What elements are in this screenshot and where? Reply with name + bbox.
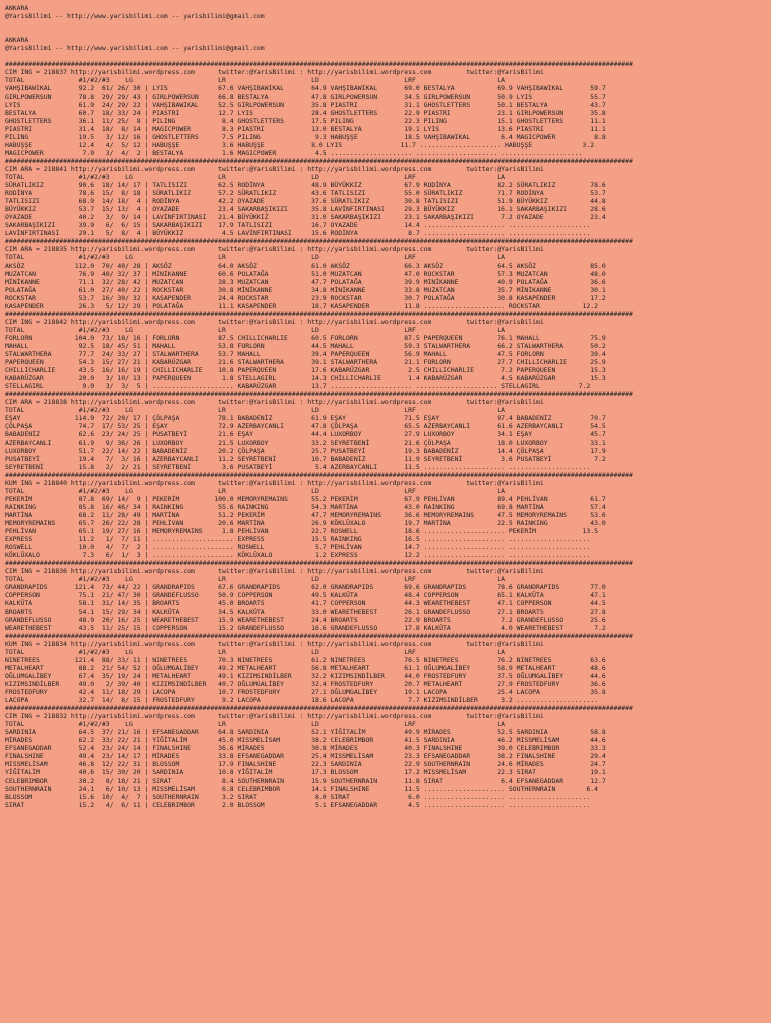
result-row: FORLORN 104.0 73/ 18/ 16 | FORLORN 87.5 CHILLICHARLIE 60.5 FORLORN 87.5 PAPERQUEEN 76.1 MAHALL 75.9 <box>5 333 606 342</box>
column-header: TOTAL #1/#2/#3 LG LR LD LRF LA <box>5 720 505 729</box>
result-row: FINALSHINE 49.4 23/ 14/ 17 | MİRADES 33.8 EFSANEGADDAR 25.4 MISSMELİSAM 23.3 EFSANEGADDAR 38.2 FINALSHINE 29.4 <box>5 752 606 761</box>
result-row: RODİNYA 78.6 15/ 8/ 18 | SÜRATLIKIZ 57.2 SÜRATLIKIZ 43.6 TATLISIZI 55.0 SÜRATLIKIZ 71.7 RODİNYA 53.7 <box>5 189 606 198</box>
result-row: HABUŞŞE 12.4 4/ 5/ 12 | HABUŞŞE 3.6 HABUŞŞE 8.0 LYIS 11.7 ..................... HABUŞŞE 3.2 <box>5 140 595 149</box>
result-row: RAINKING 85.8 16/ 46/ 34 | RAINKING 55.6 RAINKING 54.3 MARTİNA 43.0 RAINKING 69.8 MARTİNA 57.4 <box>5 502 606 511</box>
result-row: TATLISIZI 68.9 14/ 18/ 4 | RODİNYA 42.2 OYAZADE 37.6 SÜRATLIKIZ 30.8 TATLISIZI 51.9 BÜYÜKKIZ 44.8 <box>5 197 606 206</box>
column-header: TOTAL #1/#2/#3 LG LR LD LRF LA <box>5 76 505 85</box>
result-row: STALWARTHERA 77.7 24/ 33/ 27 | STALWARTHERA 53.7 MAHALL 39.4 PAPERQUEEN 56.9 MAHALL 47.5 FORLORN 39.4 <box>5 350 606 359</box>
result-row: MUZATCAN 76.9 40/ 32/ 37 | MİNİKANNE 60.6 POLATAĞA 51.0 MUZATCAN 47.0 ROCKSTAR 57.3 MUZATCAN 48.0 <box>5 269 606 278</box>
separator-line: ################################################################################################################################################################## <box>5 559 633 568</box>
race-header: CIM ING = 218837 http://yarisbilimi.wordpress.com twitter:@YarisBilimi : http://yarisbilimi.wordpress.com twitter:@YarisBilimi <box>5 68 544 77</box>
result-row: WEARETHEBEST 43.5 11/ 25/ 15 | COPPERSON 15.2 GRANDEFLUSSO 16.6 GRANDEFLUSSO 17.8 KALKÜTA 4.0 WEARETHEBEST 7.2 <box>5 623 606 632</box>
result-row: PAPERQUEEN 54.3 15/ 27/ 21 | KABARÜZGAR 21.6 STALWARTHERA 39.1 STALWARTHERA 21.1 FORLORN 27.7 CHILLICHARLIE 25.9 <box>5 358 606 367</box>
result-row: ROSWELL 10.0 4/ 7/ 2 | ..................... ROSWELL 5.7 PEHLİVAN 14.7 ..................... ..................... <box>5 543 591 552</box>
result-row: KASAPENDER 26.3 5/ 12/ 29 | POLATAĞA 11.1 KASAPENDER 18.7 KASAPENDER 11.8 ..................... ROCKSTAR 12.2 <box>5 301 598 310</box>
result-row: BLOSSOM 15.6 10/ 4/ 7 | SOUTHERNRAIN 3.2 SIRAT 8.0 SIRAT 6.0 ..................... ..................... <box>5 792 591 801</box>
result-row: METALHEART 88.2 21/ 54/ 52 | OĞLUMGALİBEY 49.2 METALHEART 56.8 METALHEART 61.1 OĞLUMGALİBEY 58.9 METALHEART 48.6 <box>5 663 606 672</box>
result-row: FROSTEDFURY 42.4 11/ 18/ 29 | LACOPA 10.7 FROSTEDFURY 27.1 OĞLUMGALİBEY 19.1 LACOPA 25.4 LACOPA 35.8 <box>5 687 606 696</box>
result-row: BROARTS 54.1 15/ 29/ 34 | KALKÜTA 34.5 KALKÜTA 33.0 WEARETHEBEST 26.1 GRANDEFLUSSO 27.1 BROARTS 27.8 <box>5 607 606 616</box>
result-row: LACOPA 32.7 14/ 8/ 15 | FROSTEDFURY 9.2 LACOPA 18.6 LACOPA 7.7 KIZIMSINDİLBER 3.2 ..................... <box>5 696 598 705</box>
result-row: CELEBRIMBOR 30.2 8/ 18/ 21 | SIRAT 8.4 SOUTHERNRAIN 15.9 SOUTHERNRAIN 11.8 SIRAT 6.4 EFSANEGADDAR 12.7 <box>5 776 606 785</box>
contact-line: @YarisBilimi -- http://www.yarisbilimi.com -- yarisbilimi@gmail.com <box>5 12 265 21</box>
result-row: COPPERSON 75.1 21/ 47/ 30 | GRANDEFLUSSO 50.9 COPPERSON 49.5 KALKÜTA 48.4 COPPERSON 65.1 KALKÜTA 47.1 <box>5 591 606 600</box>
result-row: MİRADES 62.2 33/ 22/ 21 | YİĞİTALİM 45.0 MISSMELİSAM 38.2 CELEBRIMBOR 41.5 SARDINIA 46.2 MISSMELİSAM 44.6 <box>5 736 606 745</box>
race-header: KUM ING = 218834 http://yarisbilimi.wordpress.com twitter:@YarisBilimi : http://yarisbilimi.wordpress.com twitter:@YarisBilimi <box>5 639 544 648</box>
result-row: LAVİNFIRTINASI 29.1 5/ 8/ 4 | BÜYÜKKIZ 4.5 LAVİNFIRTINASI 15.6 RODİNYA 8.7 ..................... ..................... <box>5 229 591 238</box>
result-row: BÜYÜKKIZ 53.7 15/ 13/ 4 | OYAZADE 23.4 SAKARBAŞIKIZI 35.8 LAVİNFIRTINASI 29.3 BÜYÜKKIZ 16.1 SAKARBAŞIKIZI 28.6 <box>5 205 606 214</box>
result-row: POLATAĞA 61.0 27/ 40/ 22 | ROCKSTAR 30.8 MİNİKANNE 34.8 MİNİKANNE 33.8 MUZATCAN 35.7 MİNİKANNE 30.1 <box>5 285 606 294</box>
result-row: NINETREES 121.4 88/ 33/ 11 | NINETREES 70.3 NINETREES 61.2 NINETREES 76.5 NINETREES 76.2 NINETREES 63.6 <box>5 655 606 664</box>
result-row: SEYRETBENİ 15.8 2/ 2/ 21 | SEYRETBENİ 3.6 PUSATBEYİ 5.4 AZERBAYCANLI 11.5 ..................... ..................... <box>5 462 591 471</box>
separator-line: ################################################################################################################################################################## <box>5 390 633 399</box>
city-name: ANKARA <box>5 36 29 45</box>
column-header: TOTAL #1/#2/#3 LG LR LD LRF LA <box>5 325 505 334</box>
result-row: AKSÖZ 112.0 70/ 40/ 28 | AKSÖZ 64.0 AKSÖZ 61.0 AKSÖZ 66.3 AKSÖZ 64.5 AKSÖZ 85.0 <box>5 261 606 270</box>
result-row: ROCKSTAR 53.7 16/ 30/ 32 | KASAPENDER 24.4 ROCKSTAR 23.9 ROCKSTAR 30.7 POLATAĞA 30.8 KASAPENDER 17.2 <box>5 293 606 302</box>
column-header: TOTAL #1/#2/#3 LG LR LD LRF LA <box>5 253 505 262</box>
blank-line <box>5 52 768 60</box>
result-row: EFSANEGADDAR 52.4 23/ 24/ 14 | FINALSHINE 36.6 MİRADES 30.8 MİRADES 40.3 FINALSHINE 39.0 CELEBRIMBOR 33.3 <box>5 744 606 753</box>
result-row: SARDINIA 64.5 37/ 21/ 16 | EFSANEGADDAR 64.8 SARDINIA 52.1 YİĞİTALİM 49.9 MİRADES 52.5 SARDINIA 58.8 <box>5 728 606 737</box>
result-row: EŞAY 114.9 72/ 20/ 17 | ÇÖLPAŞA 78.1 BABADENİZ 61.9 EŞAY 71.5 EŞAY 97.4 BABADENİZ 70.7 <box>5 414 606 423</box>
city-name: ANKARA <box>5 4 29 12</box>
result-row: VAHŞIBAWIKAL 92.2 61/ 26/ 30 | LYIS 67.6 VAHŞIBAWIKAL 64.9 VAHŞIBAWIKAL 69.0 BESTALYA 69.9 VAHŞIBAWIKAL 59.7 <box>5 84 606 93</box>
result-row: OĞLUMGALİBEY 67.4 35/ 19/ 24 | METALHEART 49.1 KIZIMSINDİLBER 32.2 KIZIMSINDİLBER 44.0 FROSTEDFURY 37.5 OĞLUMGALİBEY 44.6 <box>5 671 606 680</box>
separator-line: ################################################################################################################################################################## <box>5 470 633 479</box>
column-header: TOTAL #1/#2/#3 LG LR LD LRF LA <box>5 406 505 415</box>
result-row: MAGICPOWER 7.9 3/ 4/ 2 | BESTALYA 1.6 MAGICPOWER 4.5 ..................... ..................... ..................... <box>5 148 583 157</box>
result-row: PIASTRI 31.4 18/ 8/ 14 | MAGICPOWER 8.3 PIASTRI 13.0 BESTALYA 19.1 LYIS 13.6 PIASTRI 11.1 <box>5 124 606 133</box>
result-row: PILING 19.5 3/ 12/ 16 | GHOSTLETTERS 7.5 PILING 9.3 HABUŞŞE 18.5 VAHŞIBAWIKAL 6.4 MAGICPOWER 8.8 <box>5 132 606 141</box>
blank-line <box>5 20 768 28</box>
column-header: TOTAL #1/#2/#3 LG LR LD LRF LA <box>5 647 505 656</box>
race-header: KUM ING = 218840 http://yarisbilimi.wordpress.com twitter:@YarisBilimi : http://yarisbilimi.wordpress.com twitter:@YarisBilimi <box>5 478 544 487</box>
separator-line: ################################################################################################################################################################## <box>5 60 633 69</box>
separator-line: ################################################################################################################################################################## <box>5 237 633 246</box>
result-row: GIRLPOWERSUN 78.8 29/ 29/ 43 | GIRLPOWERSUN 66.8 BESTALYA 47.8 GIRLPOWERSUN 34.5 GIRLPOWERSUN 50.9 LYIS 55.7 <box>5 92 606 101</box>
result-row: BESTALYA 60.7 18/ 33/ 24 | PIASTRI 12.7 LYIS 28.4 GHOSTLETTERS 22.9 PIASTRI 23.1 GIRLPOWERSUN 35.8 <box>5 108 606 117</box>
result-row: AZERBAYCANLI 61.9 9/ 36/ 26 | LUXORBOY 21.5 LUXORBOY 33.2 SEYRETBENİ 21.6 ÇÖLPAŞA 18.0 LUXORBOY 33.1 <box>5 438 606 447</box>
column-header: TOTAL #1/#2/#3 LG LR LD LRF LA <box>5 172 505 181</box>
separator-line: ################################################################################################################################################################## <box>5 156 633 165</box>
contact-line: @YarisBilimi -- http://www.yarisbilimi.com -- yarisbilimi@gmail.com <box>5 44 265 53</box>
result-row: KALKÜTA 58.1 31/ 14/ 35 | BROARTS 45.0 BROARTS 41.7 COPPERSON 44.3 WEARETHEBEST 47.1 COPPERSON 44.5 <box>5 599 606 608</box>
result-row: PEHLİVAN 65.1 19/ 27/ 16 | MEMORYREMAINS 1.8 PEHLİVAN 22.7 ROSWELL 18.6 ..................... PEKERİM 13.5 <box>5 527 598 536</box>
column-header: TOTAL #1/#2/#3 LG LR LD LRF LA <box>5 575 505 584</box>
result-row: PUSATBEYİ 19.4 7/ 3/ 16 | AZERBAYCANLI 11.2 SEYRETBENİ 10.7 BABADENİZ 11.9 SEYRETBENİ 3.6 PUSATBEYİ 7.2 <box>5 454 606 463</box>
result-row: KIZIMSINDİLBER 49.0 2/ 39/ 40 | KIZIMSINDİLBER 40.7 OĞLUMGALİBEY 32.4 FROSTEDFURY 20.7 METALHEART 27.9 FROSTEDFURY 36.6 <box>5 679 606 688</box>
race-header: CIM ARA = 218841 http://yarisbilimi.wordpress.com twitter:@YarisBilimi : http://yarisbilimi.wordpress.com twitter:@YarisBilimi <box>5 164 544 173</box>
result-row: BABADENİZ 62.6 23/ 24/ 25 | PUSATBEYİ 21.6 EŞAY 44.4 LUXORBOY 27.9 LUXORBOY 34.1 EŞAY 45.7 <box>5 430 606 439</box>
separator-line: ################################################################################################################################################################## <box>5 309 633 318</box>
result-row: SOUTHERNRAIN 24.1 6/ 10/ 13 | MISSMELİSAM 6.8 CELEBRIMBOR 14.1 FINALSHINE 11.5 ..................... SOUTHERNRAIN 6.4 <box>5 784 598 793</box>
result-row: ÇÖLPAŞA 74.7 17/ 53/ 25 | EŞAY 72.9 AZERBAYCANLI 47.8 ÇÖLPAŞA 65.5 AZERBAYCANLI 61.6 AZERBAYCANLI 54.5 <box>5 422 606 431</box>
race-header: CIM ING = 218832 http://yarisbilimi.wordpress.com twitter:@YarisBilimi : http://yarisbilimi.wordpress.com twitter:@YarisBilimi <box>5 712 544 721</box>
separator-line: ################################################################################################################################################################## <box>5 704 633 713</box>
result-row: SIRAT 15.2 4/ 6/ 11 | CELEBRIMBOR 2.0 BLOSSOM 5.1 EFSANEGADDAR 4.5 ..................... ..................... <box>5 800 591 809</box>
result-row: PEKERİM 87.8 69/ 14/ 9 | PEKERİM 100.0 MEMORYREMAINS 55.2 PEKERİM 67.9 PEHLİVAN 89.4 PEHLİVAN 61.7 <box>5 494 606 503</box>
result-row: MİNİKANNE 71.1 32/ 28/ 42 | MUZATCAN 38.3 MUZATCAN 47.7 POLATAĞA 39.9 MİNİKANNE 40.9 POLATAĞA 36.6 <box>5 277 606 286</box>
result-row: LYIS 61.9 24/ 29/ 22 | VAHŞIBAWIKAL 52.5 GIRLPOWERSUN 35.8 PIASTRI 31.1 GHOSTLETTERS 50.1 BESTALYA 43.7 <box>5 100 606 109</box>
result-row: KABARÜZGAR 20.0 3/ 10/ 13 | PAPERQUEEN 1.8 STELLAGIRL 14.3 CHILLICHARLIE 1.4 KABARÜZGAR 4.5 KABARÜZGAR 15.3 <box>5 374 606 383</box>
result-row: CHILLICHARLIE 43.5 16/ 16/ 19 | CHILLICHARLIE 10.8 PAPERQUEEN 17.6 KABARÜZGAR 2.5 CHILLICHARLIE 7.2 PAPERQUEEN 15.3 <box>5 366 606 375</box>
result-row: STELLAGIRL 9.0 3/ 3/ 5 | ..................... KABARÜZGAR 13.7 ..................... ..................... STELLAGIRL 7.2 <box>5 382 591 391</box>
result-row: YİĞİTALİM 40.6 15/ 30/ 20 | SARDINIA 10.8 YİĞİTALİM 17.3 BLOSSOM 17.2 MISSMELİSAM 22.3 SIRAT 19.1 <box>5 768 606 777</box>
result-row: GRANDRAPIDS 121.4 73/ 44/ 22 | GRANDRAPIDS 67.6 GRANDRAPIDS 62.0 GRANDRAPIDS 69.6 GRANDRAPIDS 78.6 GRANDRAPIDS 77.0 <box>5 583 606 592</box>
result-row: SÜRATLIKIZ 90.6 18/ 14/ 17 | TATLISIZI 62.5 RODİNYA 48.9 BÜYÜKKIZ 67.9 RODİNYA 82.2 SÜRATLIKIZ 78.6 <box>5 181 606 190</box>
result-row: EXPRESS 11.2 1/ 7/ 11 | ..................... EXPRESS 15.5 RAINKING 16.5 ..................... ..................... <box>5 535 591 544</box>
race-tables <box>5 60 768 808</box>
column-header: TOTAL #1/#2/#3 LG LR LD LRF LA <box>5 486 505 495</box>
result-row: GRANDEFLUSSO 48.9 20/ 16/ 25 | WEARETHEBEST 15.9 WEARETHEBEST 24.4 BROARTS 22.9 BROARTS 7.2 GRANDEFLUSSO 25.6 <box>5 615 606 624</box>
result-row: LUXORBOY 51.7 22/ 14/ 22 | BABADENİZ 20.2 ÇÖLPAŞA 25.7 PUSATBEYİ 19.3 BABADENİZ 14.4 ÇÖLPAŞA 17.9 <box>5 446 606 455</box>
race-header: CIM ING = 218836 http://yarisbilimi.wordpress.com twitter:@YarisBilimi : http://yarisbilimi.wordpress.com twitter:@YarisBilimi <box>5 567 544 576</box>
separator-line: ################################################################################################################################################################## <box>5 631 633 640</box>
result-row: GHOSTLETTERS 36.1 11/ 25/ 8 | PILING 8.4 GHOSTLETTERS 17.5 PILING 22.3 PILING 15.1 GHOSTLETTERS 11.1 <box>5 116 606 125</box>
result-row: KÖKLÜXALO 7.3 6/ 1/ 3 | ..................... KÖKLÜXALO 1.2 EXPRESS 12.2 ..................... ..................... <box>5 551 591 560</box>
result-row: MARTİNA 68.2 11/ 28/ 49 | MARTİNA 51.2 PEKERİM 47.7 MEMORYREMAINS 36.6 MEMORYREMAINS 47.5 MEMORYREMAINS 53.6 <box>5 510 606 519</box>
blank-line <box>5 28 768 36</box>
race-header: CIM ING = 218842 http://yarisbilimi.wordpress.com twitter:@YarisBilimi : http://yarisbilimi.wordpress.com twitter:@YarisBilimi <box>5 317 544 326</box>
result-row: MEMORYREMAINS 65.7 26/ 22/ 28 | PEHLİVAN 20.6 MARTİNA 26.9 KÖKLÜXALO 19.7 MARTİNA 22.5 RAINKING 43.0 <box>5 519 606 527</box>
race-header: CIM ARA = 218838 http://yarisbilimi.wordpress.com twitter:@YarisBilimi : http://yarisbilimi.wordpress.com twitter:@YarisBilimi <box>5 398 544 407</box>
result-row: OYAZADE 40.2 3/ 9/ 14 | LAVİNFIRTINASI 21.4 BÜYÜKKIZ 31.0 SAKARBAŞIKIZI 23.1 SAKARBAŞIKIZI 7.2 OYAZADE 23.4 <box>5 213 606 222</box>
race-header: CIM ARA = 218835 http://yarisbilimi.wordpress.com twitter:@YarisBilimi : http://yarisbilimi.wordpress.com twitter:@YarisBilimi <box>5 245 544 254</box>
result-row: MISSMELİSAM 46.8 12/ 22/ 31 | BLOSSOM 17.9 FINALSHINE 22.3 SARDINIA 22.9 SOUTHERNRAIN 24.6 MİRADES 24.7 <box>5 760 606 769</box>
page-header <box>5 4 768 60</box>
result-row: SAKARBAŞIKIZI 39.9 6/ 6/ 15 | SAKARBAŞIKIZI 17.9 TATLISIZI 16.7 OYAZADE 14.4 ..................... ..................... <box>5 221 591 230</box>
result-row: MAHALL 92.5 18/ 45/ 51 | MAHALL 53.8 FORLORN 44.5 MAHALL 59.3 STALWARTHERA 66.2 STALWARTHERA 50.2 <box>5 341 606 350</box>
